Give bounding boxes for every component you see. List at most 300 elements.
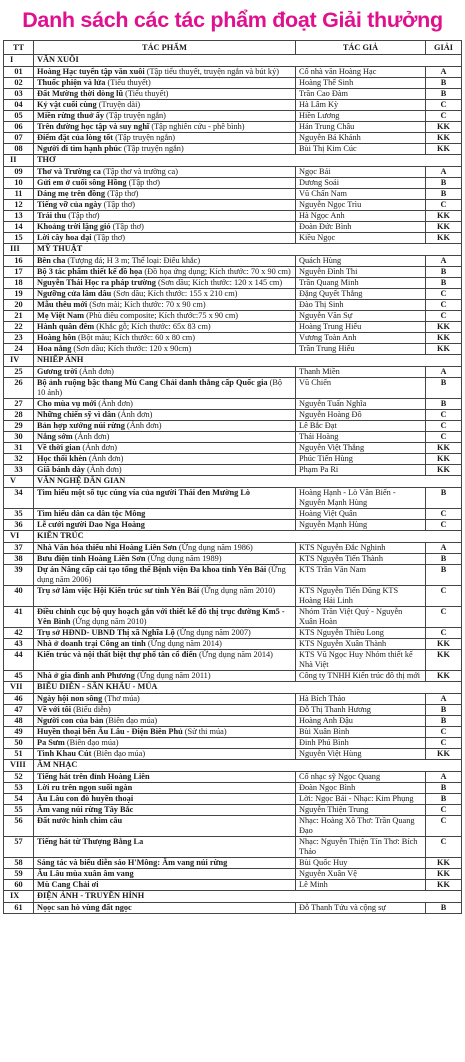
work-title: Bộ ảnh ruộng bậc thang Mù Cang Chải danh thắng cấp Quốc gia xyxy=(37,378,268,387)
entry-number: 52 xyxy=(4,772,34,783)
header-author: TÁC GIẢ xyxy=(296,41,426,55)
work-note: (Ảnh đơn) xyxy=(86,454,124,463)
work-note: (Biên đạo múa) xyxy=(91,749,146,758)
table-row xyxy=(4,278,462,289)
work-note: (Ảnh đơn) xyxy=(77,367,114,376)
work-title: Khoảng trời lặng gió xyxy=(37,222,111,231)
entry-author: Hà Bích Thảo xyxy=(296,694,426,705)
entry-author: Hoàng Việt Quân xyxy=(296,509,426,520)
work-title: Pa Sưm xyxy=(37,738,65,747)
work-title: Trên đường học tập và suy nghĩ xyxy=(37,122,150,131)
entry-number: 33 xyxy=(4,465,34,476)
entry-author: Phúc Tiến Hùng xyxy=(296,454,426,465)
entry-prize: B xyxy=(426,278,462,289)
entry-number: 25 xyxy=(4,367,34,378)
entry-author: Nguyễn Ngọc Trìu xyxy=(296,200,426,211)
table-row xyxy=(4,189,462,200)
work-note: (Ứng dụng năm 2011) xyxy=(134,671,211,680)
entry-prize: C xyxy=(426,805,462,816)
entry-prize: B xyxy=(426,783,462,794)
entry-work xyxy=(34,520,296,531)
entry-number: 20 xyxy=(4,300,34,311)
entry-prize: A xyxy=(426,772,462,783)
entry-prize: A xyxy=(426,694,462,705)
entry-author: Nguyễn Văn Sự xyxy=(296,311,426,322)
work-note: (Tập thơ) xyxy=(66,211,100,220)
work-title: Cho mùa vụ mới xyxy=(37,399,97,408)
entry-number: 42 xyxy=(4,628,34,639)
entry-prize: KK xyxy=(426,443,462,454)
table-row xyxy=(4,880,462,891)
work-title: Bộ 3 tác phẩm thiết kế đồ họa xyxy=(37,267,143,276)
section-number: VI xyxy=(4,531,34,543)
work-note: (Sơn mài; Kích thước: 70 x 90 cm) xyxy=(87,300,206,309)
section-title: VĂN XUÔI xyxy=(34,55,462,67)
entry-work xyxy=(34,410,296,421)
work-title: Miền rừng thuở ấy xyxy=(37,111,104,120)
entry-author: Nguyễn Xuân Vệ xyxy=(296,869,426,880)
work-title: Dự án Nâng cấp cải tạo tổng thể Bệnh viện Đa khoa tỉnh Yên Bái xyxy=(37,565,267,574)
entry-prize: KK xyxy=(426,122,462,133)
entry-work xyxy=(34,211,296,222)
entry-prize: C xyxy=(426,509,462,520)
entry-author: Trần Quang Minh xyxy=(296,278,426,289)
entry-author: Cố nhạc sỹ Ngọc Quang xyxy=(296,772,426,783)
entry-work xyxy=(34,586,296,607)
entry-number: 43 xyxy=(4,639,34,650)
work-title: Mẹ Việt Nam xyxy=(37,311,84,320)
entry-number: 24 xyxy=(4,344,34,355)
work-note: (Truyện dài) xyxy=(96,100,141,109)
table-row xyxy=(4,167,462,178)
section-title: BIỂU DIỄN - SÂN KHẤU - MÚA xyxy=(34,682,462,694)
entry-work xyxy=(34,144,296,155)
entry-number: 50 xyxy=(4,738,34,749)
entry-author: Nguyễn Tuấn Nghĩa xyxy=(296,399,426,410)
work-title: Lễ cưới người Dao Nga Hoàng xyxy=(37,520,145,529)
entry-number: 46 xyxy=(4,694,34,705)
entry-prize: KK xyxy=(426,650,462,671)
work-note: (Ảnh đơn) xyxy=(96,399,133,408)
entry-author: KTS Nguyễn Tiến Dũng KTS Hoàng Hải Linh xyxy=(296,586,426,607)
table-header-row xyxy=(4,41,462,55)
entry-work xyxy=(34,869,296,880)
section-title: VĂN NGHỆ DÂN GIAN xyxy=(34,476,462,488)
work-note: (Ảnh đơn) xyxy=(84,465,122,474)
table-row xyxy=(4,805,462,816)
table-row xyxy=(4,465,462,476)
entry-work xyxy=(34,256,296,267)
entry-work xyxy=(34,554,296,565)
entry-author: Đoàn Đức Bình xyxy=(296,222,426,233)
work-title: Huyền thoại bến Âu Lâu - Điện Biên Phủ xyxy=(37,727,183,736)
entry-work xyxy=(34,367,296,378)
work-title: Nhà ở gia đình anh Phương xyxy=(37,671,135,680)
entry-author: Nguyễn Thiện Trung xyxy=(296,805,426,816)
entry-work xyxy=(34,465,296,476)
entry-author: Thanh Miền xyxy=(296,367,426,378)
work-title: Những chiến sỹ vì dân xyxy=(37,410,116,419)
table-row xyxy=(4,520,462,531)
entry-prize: C xyxy=(426,100,462,111)
entry-number: 29 xyxy=(4,421,34,432)
entry-number: 16 xyxy=(4,256,34,267)
work-note: (Biên đạo múa) xyxy=(103,716,158,725)
section-number: I xyxy=(4,55,34,67)
work-note: (Ứng dụng năm 2007) xyxy=(174,628,251,637)
entry-prize: KK xyxy=(426,465,462,476)
entry-work xyxy=(34,122,296,133)
table-row xyxy=(4,378,462,399)
entry-prize: C xyxy=(426,432,462,443)
entry-work xyxy=(34,543,296,554)
entry-prize: KK xyxy=(426,222,462,233)
entry-author: Đào Thị Sinh xyxy=(296,300,426,311)
entry-work xyxy=(34,694,296,705)
entry-number: 13 xyxy=(4,211,34,222)
entry-prize: B xyxy=(426,903,462,914)
work-note: (Bột màu; Kích thước: 60 x 80 cm) xyxy=(75,333,195,342)
section-title: MỸ THUẬT xyxy=(34,244,462,256)
table-row xyxy=(4,89,462,100)
section-title: ÂM NHẠC xyxy=(34,760,462,772)
work-title: Nhà ở doanh trại Công an tỉnh xyxy=(37,639,146,648)
table-row xyxy=(4,122,462,133)
entry-prize: C xyxy=(426,289,462,300)
entry-number: 56 xyxy=(4,816,34,837)
work-title: Hoàng hôn xyxy=(37,333,76,342)
entry-number: 55 xyxy=(4,805,34,816)
entry-author: Hà Ngọc Anh xyxy=(296,211,426,222)
work-title: Điều chỉnh cục bộ quy hoạch gắn với thiết kế đô thị trục đường Km5 - Yên Bình xyxy=(37,607,285,626)
entry-prize: B xyxy=(426,794,462,805)
entry-work xyxy=(34,322,296,333)
table-row xyxy=(4,772,462,783)
entry-author: Nguyễn Việt Hùng xyxy=(296,749,426,760)
entry-work xyxy=(34,267,296,278)
work-note: (Đồ họa ứng dụng; Kích thước: 70 x 90 cm) xyxy=(142,267,291,276)
entry-number: 37 xyxy=(4,543,34,554)
entry-work xyxy=(34,794,296,805)
table-row xyxy=(4,256,462,267)
entry-work xyxy=(34,378,296,399)
entry-author: Bùi Quốc Huy xyxy=(296,858,426,869)
work-title: Âu Lâu con đò huyền thoại xyxy=(37,794,134,803)
work-note: (Tiểu thuyết) xyxy=(123,89,169,98)
entry-prize: B xyxy=(426,399,462,410)
entry-work xyxy=(34,111,296,122)
table-row xyxy=(4,607,462,628)
work-title: Âm vang núi rừng Tây Bắc xyxy=(37,805,134,814)
entry-author: Hoàng Hạnh - Lò Văn Biến - Nguyễn Mạnh Hùng xyxy=(296,488,426,509)
entry-work xyxy=(34,783,296,794)
table-row xyxy=(4,311,462,322)
section-title: THƠ xyxy=(34,155,462,167)
entry-prize: KK xyxy=(426,211,462,222)
entry-prize: B xyxy=(426,178,462,189)
entry-author: Bùi Thị Kim Cúc xyxy=(296,144,426,155)
entry-number: 32 xyxy=(4,454,34,465)
work-note: (Ứng dụng năm 1989) xyxy=(145,554,222,563)
work-title: Người đi tìm hạnh phúc xyxy=(37,144,122,153)
entry-work xyxy=(34,903,296,914)
entry-prize: C xyxy=(426,628,462,639)
table-row xyxy=(4,705,462,716)
entry-prize: B xyxy=(426,189,462,200)
entry-author: Hà Lâm Kỳ xyxy=(296,100,426,111)
entry-number: 23 xyxy=(4,333,34,344)
entry-work xyxy=(34,289,296,300)
entry-work xyxy=(34,650,296,671)
work-title: Về với tôi xyxy=(37,705,72,714)
header-prize: GIẢI xyxy=(426,41,462,55)
section-row xyxy=(4,476,462,488)
table-row xyxy=(4,211,462,222)
header-work: TÁC PHẨM xyxy=(34,41,296,55)
work-note: (Phù điêu composite; Kích thước:75 x 90 cm) xyxy=(84,311,239,320)
entry-number: 22 xyxy=(4,322,34,333)
section-number: IX xyxy=(4,891,34,903)
work-title: Đất Mường thời dòng lũ xyxy=(37,89,124,98)
work-title: Trụ sở làm việc Hội Kiến trúc sư tỉnh Yên Bái xyxy=(37,586,200,595)
entry-work xyxy=(34,133,296,144)
entry-number: 01 xyxy=(4,67,34,78)
work-note: (Tập thơ) xyxy=(105,189,139,198)
table-row xyxy=(4,837,462,858)
entry-author: Nguyễn Bá Khánh xyxy=(296,133,426,144)
work-title: Bản hợp xướng núi rừng xyxy=(37,421,125,430)
work-title: Kỷ vật cuối cùng xyxy=(37,100,97,109)
entry-number: 14 xyxy=(4,222,34,233)
section-title: NHIẾP ẢNH xyxy=(34,355,462,367)
work-note: (Khắc gỗ; Kích thước: 65x 83 cm) xyxy=(94,322,211,331)
work-note: (Sơn dầu; Kích thước: 120 x 90cm) xyxy=(71,344,192,353)
entry-number: 58 xyxy=(4,858,34,869)
entry-author: Hoàng Trung Hiếu xyxy=(296,322,426,333)
entry-work xyxy=(34,421,296,432)
entry-prize: B xyxy=(426,78,462,89)
table-row xyxy=(4,858,462,869)
section-row xyxy=(4,760,462,772)
entry-number: 39 xyxy=(4,565,34,586)
table-row xyxy=(4,178,462,189)
work-title: Hoa nắng xyxy=(37,344,72,353)
table-row xyxy=(4,443,462,454)
table-row xyxy=(4,586,462,607)
table-row xyxy=(4,222,462,233)
table-row xyxy=(4,650,462,671)
section-number: III xyxy=(4,244,34,256)
entry-number: 30 xyxy=(4,432,34,443)
entry-author: KTS Trần Văn Nam xyxy=(296,565,426,586)
entry-number: 45 xyxy=(4,671,34,682)
work-title: Nắng sớm xyxy=(37,432,73,441)
table-row xyxy=(4,367,462,378)
entry-number: 06 xyxy=(4,122,34,133)
entry-prize: B xyxy=(426,705,462,716)
entry-work xyxy=(34,805,296,816)
entry-prize: A xyxy=(426,543,462,554)
entry-number: 44 xyxy=(4,650,34,671)
work-title: Sáng tác và biểu diễn sáo H'Mông: Âm vang núi rừng xyxy=(37,858,228,867)
work-note: (Thơ múa) xyxy=(102,694,140,703)
entry-work xyxy=(34,816,296,837)
work-title: Nguyễn Thái Học ra pháp trường xyxy=(37,278,156,287)
entry-work xyxy=(34,639,296,650)
entry-author: Quách Hùng xyxy=(296,256,426,267)
table-row xyxy=(4,421,462,432)
entry-author: Công ty TNHH Kiến trúc đô thị mới xyxy=(296,671,426,682)
entry-author: KTS Nguyễn Thiều Long xyxy=(296,628,426,639)
work-title: Tình Khau Cút xyxy=(37,749,92,758)
entry-prize: KK xyxy=(426,858,462,869)
table-row xyxy=(4,454,462,465)
entry-number: 61 xyxy=(4,903,34,914)
table-row xyxy=(4,100,462,111)
entry-author: KTS Nguyễn Đắc Nghinh xyxy=(296,543,426,554)
entry-number: 26 xyxy=(4,378,34,399)
entry-prize: A xyxy=(426,167,462,178)
table-row xyxy=(4,903,462,914)
entry-author: Đinh Phú Bình xyxy=(296,738,426,749)
work-note: (Biên đạo múa) xyxy=(64,738,119,747)
table-row xyxy=(4,783,462,794)
work-title: Người con của bản xyxy=(37,716,104,725)
table-row xyxy=(4,300,462,311)
entry-work xyxy=(34,89,296,100)
table-row xyxy=(4,399,462,410)
entry-number: 31 xyxy=(4,443,34,454)
section-number: IV xyxy=(4,355,34,367)
entry-prize: KK xyxy=(426,869,462,880)
entry-prize: KK xyxy=(426,233,462,244)
entry-prize: B xyxy=(426,554,462,565)
work-title: Điểm đặt của lòng tốt xyxy=(37,133,114,142)
work-title: Về thời gian xyxy=(37,443,81,452)
entry-prize: A xyxy=(426,256,462,267)
entry-work xyxy=(34,233,296,244)
entry-work xyxy=(34,344,296,355)
entry-author: Trần Cao Đàm xyxy=(296,89,426,100)
work-note: (Sơn dầu; Kích thước: 120 x 145 cm) xyxy=(155,278,283,287)
section-row xyxy=(4,682,462,694)
entry-number: 19 xyxy=(4,289,34,300)
table-row xyxy=(4,716,462,727)
work-title: Nhà Văn hóa thiếu nhi Hoàng Liên Sơn xyxy=(37,543,177,552)
table-row xyxy=(4,543,462,554)
entry-prize: C xyxy=(426,837,462,858)
entry-work xyxy=(34,432,296,443)
entry-prize: A xyxy=(426,67,462,78)
entry-work xyxy=(34,178,296,189)
entry-author: Đặng Quyết Thắng xyxy=(296,289,426,300)
entry-prize: C xyxy=(426,816,462,837)
entry-number: 54 xyxy=(4,794,34,805)
entry-author: Lời: Ngọc Bái - Nhạc: Kim Phụng xyxy=(296,794,426,805)
entry-work xyxy=(34,607,296,628)
entry-number: 53 xyxy=(4,783,34,794)
entry-author: Lê Minh xyxy=(296,880,426,891)
work-note: (Tượng đá; H 3 m; Thể loại: Điêu khắc) xyxy=(65,256,201,265)
work-note: (Tập nghiên cứu - phê bình) xyxy=(149,122,245,131)
table-row xyxy=(4,738,462,749)
work-note: (Tiểu thuyết) xyxy=(105,78,151,87)
work-note: (Tập thơ) xyxy=(126,178,160,187)
entry-prize: C xyxy=(426,410,462,421)
entry-author: Hoàng Anh Đậu xyxy=(296,716,426,727)
page-title: Danh sách các tác phẩm đoạt Giải thưởng xyxy=(22,8,443,32)
work-title: Đất nước hình chim câu xyxy=(37,816,123,825)
entry-number: 59 xyxy=(4,869,34,880)
entry-work xyxy=(34,880,296,891)
entry-author: Lê Bắc Đạt xyxy=(296,421,426,432)
entry-work xyxy=(34,399,296,410)
entry-prize: B xyxy=(426,267,462,278)
entry-prize: KK xyxy=(426,639,462,650)
entry-prize: C xyxy=(426,200,462,211)
entry-number: 38 xyxy=(4,554,34,565)
entry-prize: C xyxy=(426,520,462,531)
entry-author: Đỗ Thanh Tứu và cộng sự xyxy=(296,903,426,914)
entry-prize: C xyxy=(426,586,462,607)
work-title: Tiếng vỡ của ngày xyxy=(37,200,102,209)
entry-number: 27 xyxy=(4,399,34,410)
work-title: Trái thu xyxy=(37,211,67,220)
entry-number: 60 xyxy=(4,880,34,891)
table-row xyxy=(4,794,462,805)
work-note: (Tập thơ) xyxy=(91,233,126,242)
work-note: (Ứng dụng năm 2010) xyxy=(70,617,147,626)
section-row xyxy=(4,155,462,167)
work-title: Bưu điện tỉnh Hoàng Liên Sơn xyxy=(37,554,146,563)
work-title: Trụ sở HĐND- UBND Thị xã Nghĩa Lộ xyxy=(37,628,175,637)
entry-work xyxy=(34,509,296,520)
table-row xyxy=(4,869,462,880)
work-title: Mù Cang Chải ơi xyxy=(37,880,99,889)
entry-prize: A xyxy=(426,367,462,378)
entry-number: 18 xyxy=(4,278,34,289)
table-row xyxy=(4,554,462,565)
work-note: (Ứng dụng năm 2014) xyxy=(196,650,273,659)
entry-author: Vương Toàn Anh xyxy=(296,333,426,344)
entry-number: 48 xyxy=(4,716,34,727)
work-note: (Tập truyện ngắn) xyxy=(121,144,184,153)
table-row xyxy=(4,322,462,333)
entry-author: KTS Nguyễn Tiến Thành xyxy=(296,554,426,565)
section-row xyxy=(4,55,462,67)
entry-work xyxy=(34,333,296,344)
table-row xyxy=(4,133,462,144)
entry-work xyxy=(34,738,296,749)
entry-prize: KK xyxy=(426,749,462,760)
entry-prize: B xyxy=(426,716,462,727)
entry-number: 49 xyxy=(4,727,34,738)
work-title: Âu Lâu mùa xuân âm vang xyxy=(37,869,134,878)
entry-number: 36 xyxy=(4,520,34,531)
table-row xyxy=(4,639,462,650)
table-row xyxy=(4,749,462,760)
entry-author: Cố nhà văn Hoàng Hạc xyxy=(296,67,426,78)
entry-number: 07 xyxy=(4,133,34,144)
entry-number: 04 xyxy=(4,100,34,111)
work-title: Lời cây hoa dại xyxy=(37,233,92,242)
work-note: (Biểu diễn) xyxy=(71,705,111,714)
table-row xyxy=(4,694,462,705)
section-number: II xyxy=(4,155,34,167)
entry-work xyxy=(34,454,296,465)
entry-work xyxy=(34,716,296,727)
entry-prize: C xyxy=(426,607,462,628)
